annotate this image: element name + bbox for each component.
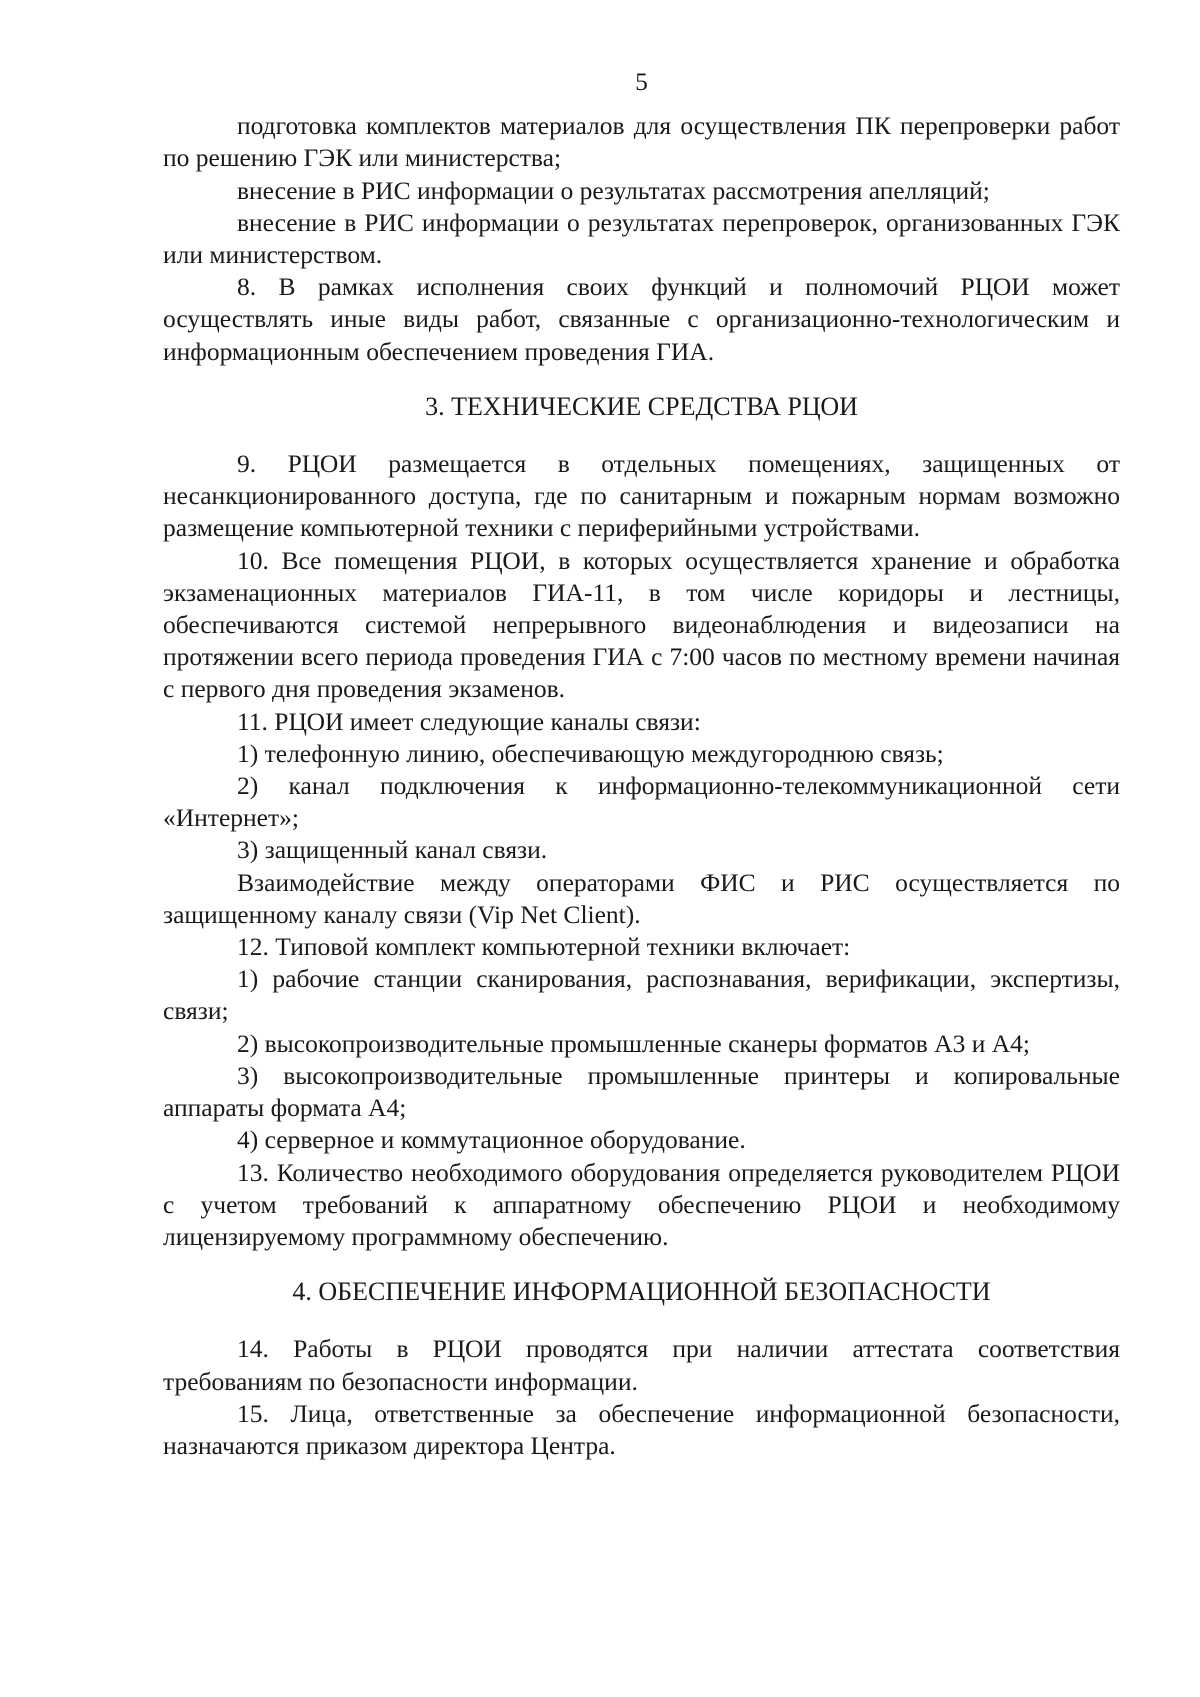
list-item-workstations: 1) рабочие станции сканирования, распознавания, верификации, экспертизы, связи; — [163, 964, 1120, 1026]
list-item-secure-channel: 3) защищенный канал связи. — [237, 835, 548, 865]
paragraph-item-11: 11. РЦОИ имеет следующие каналы связи: — [237, 706, 701, 736]
paragraph-recheck-entry: внесение в РИС информации о результатах перепроверок, организованных ГЭК или министерством. — [163, 207, 1120, 270]
list-item-scanners: 2) высокопроизводительные промышленные сканеры форматов А3 и А4; — [237, 1028, 1030, 1058]
paragraph-item-13: 13. Количество необходимого оборудования определяется руководителем РЦОИ с учетом требований к аппаратному обеспечению РЦОИ и необходимому лицензируемому программному обеспечению. — [163, 1157, 1120, 1251]
section-4-heading: 4. ОБЕСПЕЧЕНИЕ ИНФОРМАЦИОННОЙ БЕЗОПАСНОСТИ — [292, 1277, 991, 1307]
paragraph-item-14: 14. Работы в РЦОИ проводятся при наличии аттестата соответствия требованиям по безопасности информации. — [163, 1334, 1120, 1396]
page-number: 5 — [635, 67, 648, 96]
list-item-internet-channel: 2) канал подключения к информационно-телекоммуникационной сети «Интернет»; — [163, 771, 1120, 833]
paragraph-appeals-entry: внесение в РИС информации о результатах рассмотрения апелляций; — [237, 175, 990, 205]
paragraph-item-8: 8. В рамках исполнения своих функций и полномочий РЦОИ может осуществлять иные виды работ, связанные с организационно-технологическим и информационным обеспечением проведения ГИА. — [163, 272, 1120, 366]
list-item-servers: 4) серверное и коммутационное оборудование. — [237, 1125, 746, 1155]
list-item-printers: 3) высокопроизводительные промышленные принтеры и копировальные аппараты формата А4; — [163, 1060, 1120, 1123]
list-item-phone-line: 1) телефонную линию, обеспечивающую междугороднюю связь; — [237, 738, 944, 768]
paragraph-prep-kits: подготовка комплектов материалов для осуществления ПК перепроверки работ по решению ГЭК или министерства; — [163, 111, 1120, 173]
paragraph-item-9: 9. РЦОИ размещается в отдельных помещениях, защищенных от несанкционированного доступа, где по санитарным и пожарным нормам возможно размещение компьютерной техники с периферийными устройствами. — [163, 449, 1120, 543]
paragraph-item-12: 12. Типовой комплект компьютерной техники включает: — [237, 932, 851, 962]
paragraph-fis-ris-interaction: Взаимодействие между операторами ФИС и РИС осуществляется по защищенному каналу связи (Vip Net Client). — [163, 867, 1120, 929]
section-3-heading: 3. ТЕХНИЧЕСКИЕ СРЕДСТВА РЦОИ — [425, 391, 858, 421]
paragraph-item-15: 15. Лица, ответственные за обеспечение информационной безопасности, назначаются приказом директора Центра. — [163, 1398, 1120, 1460]
document-page — [163, 66, 1120, 1462]
paragraph-item-10: 10. Все помещения РЦОИ, в которых осуществляется хранение и обработка экзаменационных материалов ГИА-11, в том числе коридоры и лестницы, обеспечиваются системой непрерывного видеонаблюдения и видеозаписи на протяжении всего периода проведения ГИА с 7:00 часов по местному времени начиная с первого дня проведения экзаменов. — [163, 545, 1120, 704]
